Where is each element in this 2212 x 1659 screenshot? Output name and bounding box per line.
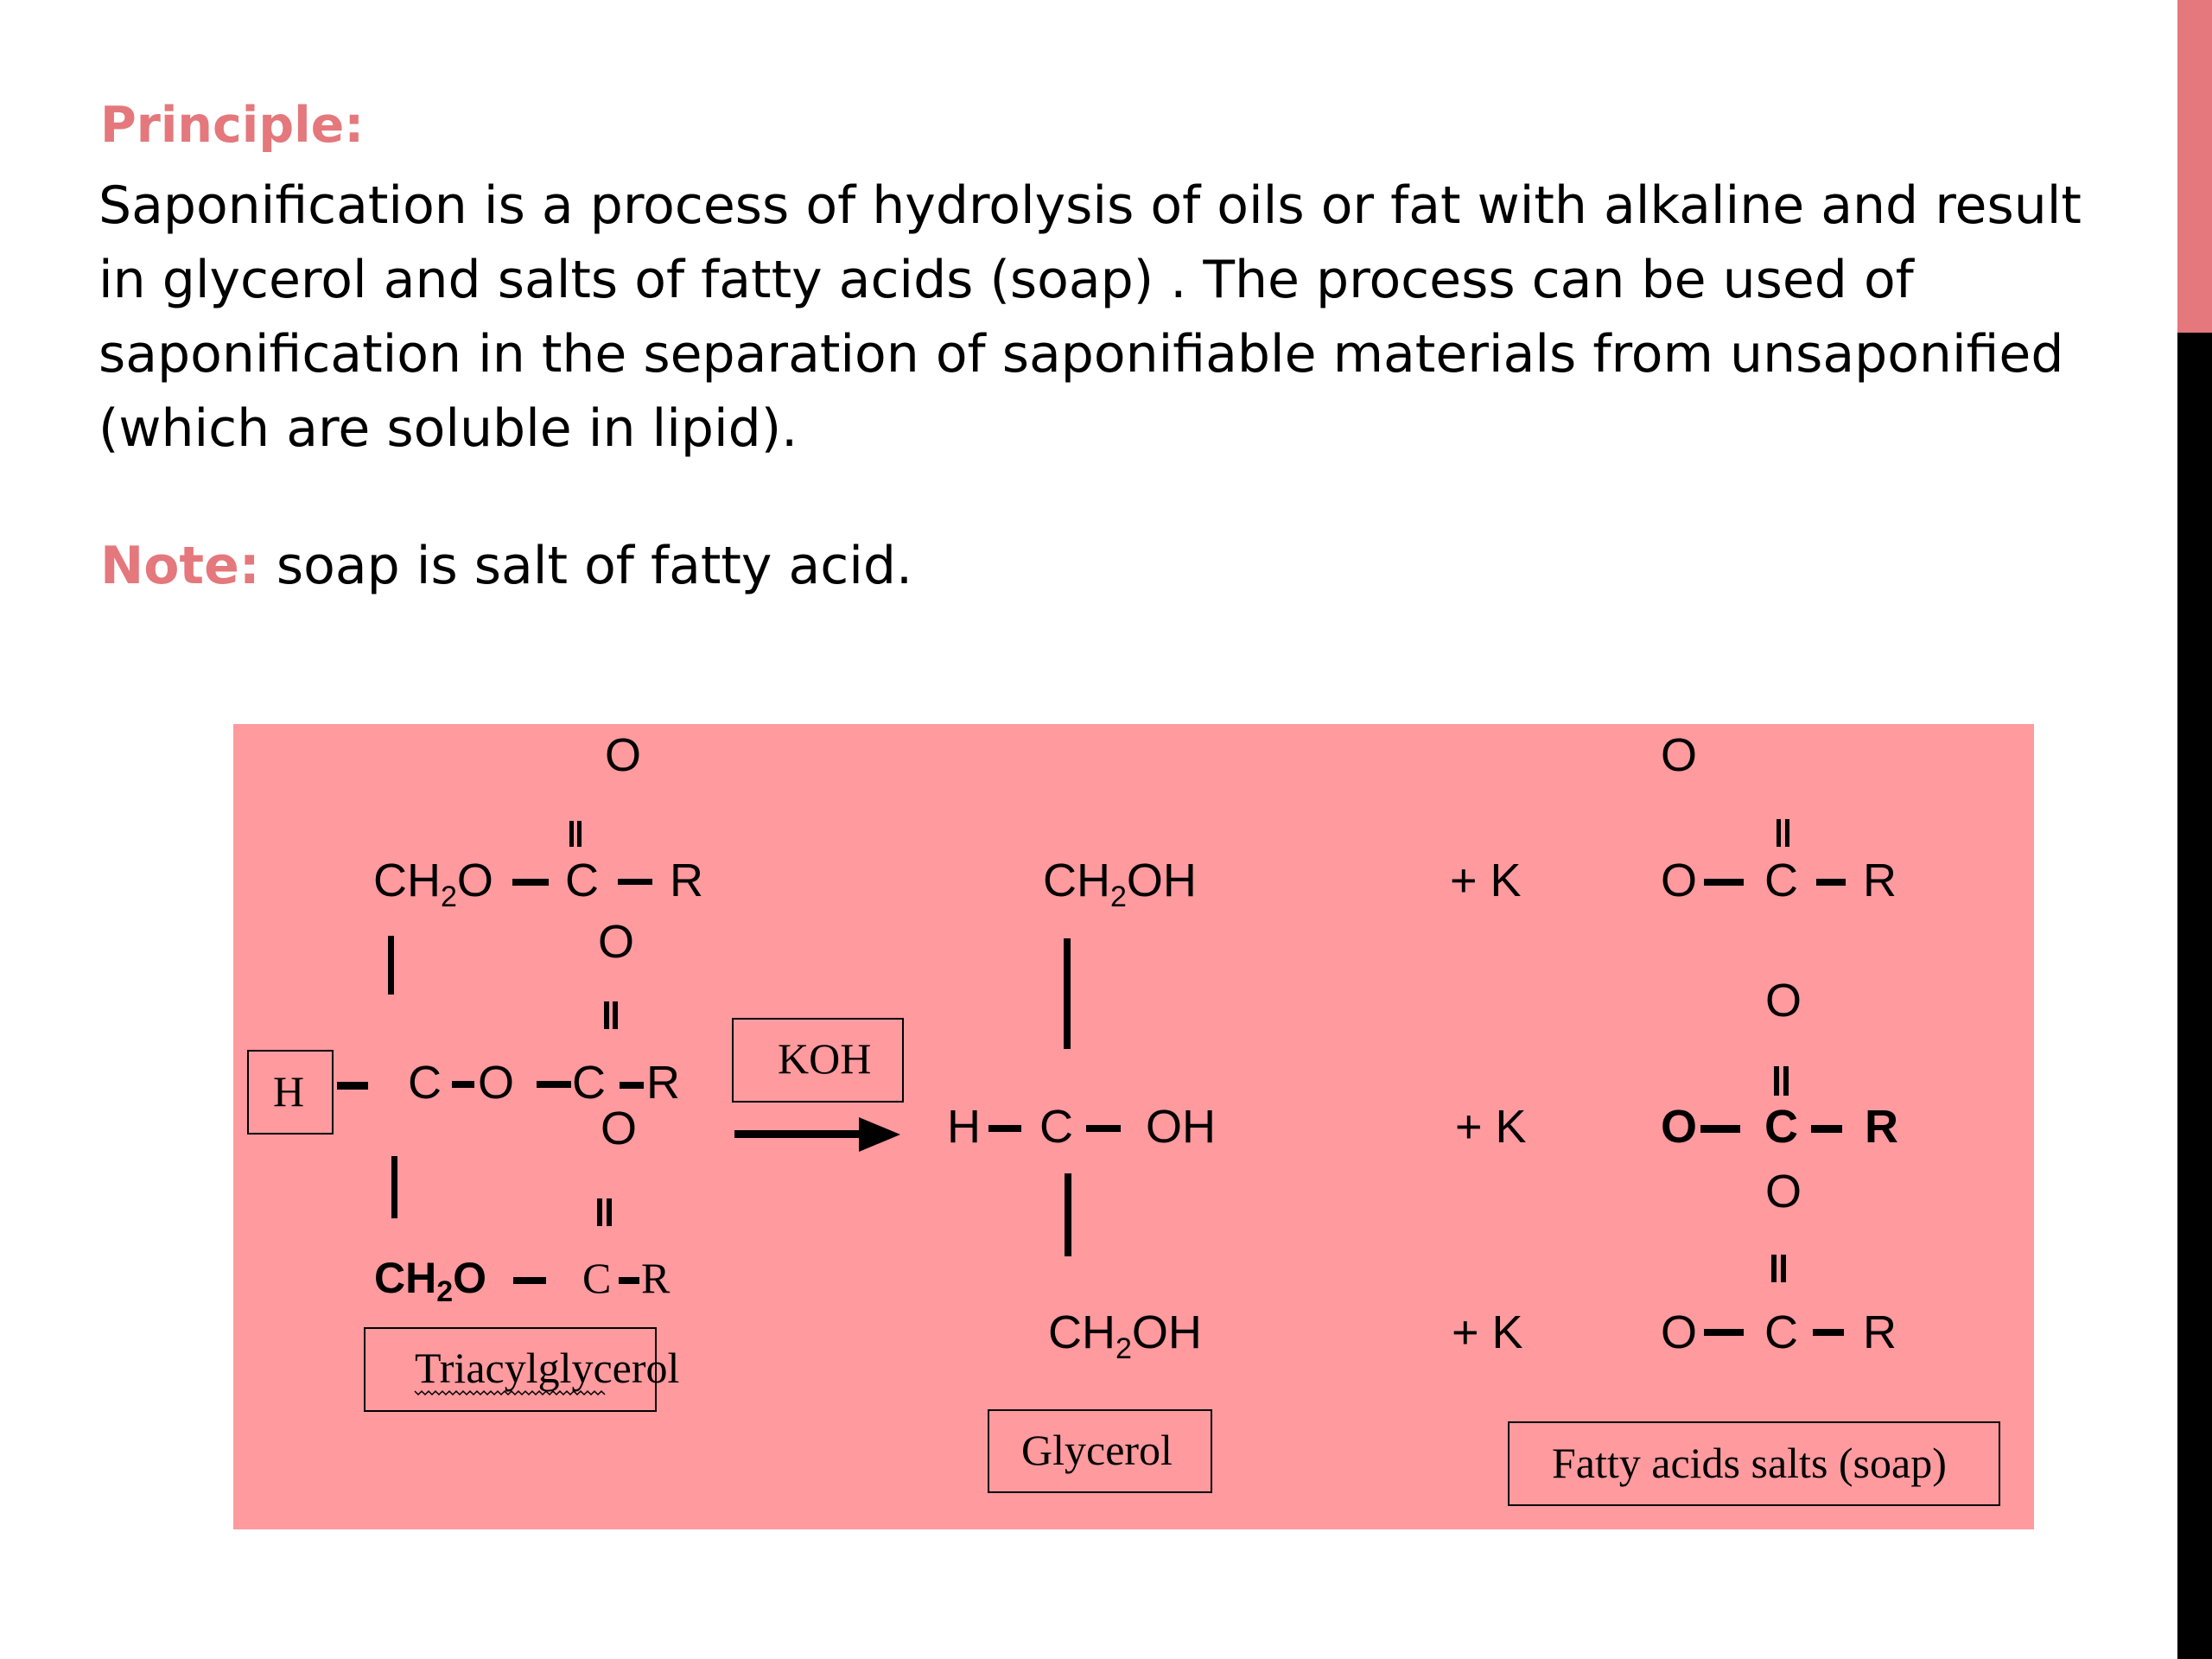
tag-bond-top-cr: [618, 879, 652, 885]
saponification-reaction-diagram: [233, 724, 2034, 1529]
soap-bond-oc-1: [1704, 879, 1744, 886]
reaction-arrow-shaft: [734, 1130, 864, 1138]
tag-o-top: O: [605, 729, 642, 781]
tag-bond-cr-mid: [620, 1082, 644, 1089]
soap-o-top-2: O: [1765, 975, 1802, 1027]
note-label: Note:: [100, 536, 260, 596]
tag-bond-h: [337, 1082, 368, 1090]
tag-ch2o-top: $CH_2O$: [373, 855, 493, 913]
soap-o-top: O: [1661, 729, 1698, 781]
soap-c-2: C: [1764, 1101, 1798, 1153]
soap-r-3: R: [1863, 1306, 1897, 1358]
soap-o-top-3: O: [1765, 1166, 1802, 1217]
soap-bond-cr-1: [1816, 879, 1846, 886]
side-bar-accent: [2177, 0, 2212, 333]
glycerol-ch2oh-top: $CH_2OH$: [1043, 855, 1197, 913]
note-line: [100, 536, 912, 596]
tag-c-mid2: C: [572, 1057, 606, 1109]
tag-c-mid: C: [408, 1057, 442, 1109]
tag-r-mid: R: [646, 1057, 680, 1109]
soap-c-1: C: [1764, 855, 1798, 906]
glycerol-vbond-lower: [1065, 1173, 1071, 1256]
soap-o-3: O: [1661, 1306, 1698, 1358]
glycerol-vbond-upper: [1064, 938, 1071, 1049]
tag-o-mid: O: [478, 1057, 515, 1109]
soap-label: Fatty acids salts (soap): [1552, 1439, 1947, 1487]
tag-vbond-upper: [388, 936, 394, 995]
tag-bond-bottom-oc: [513, 1277, 546, 1284]
soap-c-3: C: [1764, 1306, 1798, 1358]
tag-c-top: C: [565, 855, 599, 906]
tag-bond-co: [452, 1081, 474, 1088]
triacylglycerol-label: Triacylglycerol: [415, 1344, 680, 1392]
tag-r-top: R: [670, 855, 703, 906]
glycerol-c: C: [1039, 1101, 1073, 1153]
tag-vbond-lower: [391, 1156, 397, 1218]
side-bar-dark: [2177, 333, 2212, 1659]
soap-plus-k-2: + K: [1455, 1101, 1527, 1153]
tag-o-lower: O: [601, 1103, 638, 1154]
soap-bond-cr-3: [1813, 1329, 1844, 1336]
soap-bond-oc-2: [1700, 1125, 1740, 1133]
tag-bond-top-oc: [512, 879, 549, 886]
tag-c-bottom: C: [582, 1254, 612, 1302]
glycerol-h: H: [947, 1101, 981, 1153]
tag-ch2o-bottom: $CH_2O$: [374, 1254, 487, 1308]
principle-heading: Principle:: [100, 97, 365, 154]
soap-o-1: O: [1661, 855, 1698, 906]
soap-r-2: R: [1865, 1101, 1898, 1153]
soap-r-1: R: [1863, 855, 1897, 906]
tag-h: H: [273, 1067, 305, 1116]
soap-plus-k-1: + K: [1450, 855, 1522, 906]
tag-r-bottom: R: [641, 1254, 671, 1302]
glycerol-oh: OH: [1146, 1101, 1216, 1153]
soap-bond-oc-3: [1704, 1329, 1744, 1336]
soap-plus-k-3: + K: [1452, 1306, 1523, 1358]
glycerol-label: Glycerol: [1021, 1426, 1173, 1474]
tag-bond-bottom-cr: [619, 1277, 639, 1284]
reaction-svg: [233, 724, 2034, 1529]
glycerol-bond-coh: [1086, 1125, 1121, 1132]
tag-bond-oc: [537, 1081, 571, 1088]
principle-text: Saponification is a process of hydrolysis of oils or fat with alkaline and result in glycerol and salts of fatty acids (soap) . The process can be used of saponification in the separation of saponifiable materials from unsaponified (which are soluble in lipid).: [99, 175, 2082, 459]
soap-o-2: O: [1661, 1101, 1698, 1153]
glycerol-ch2oh-bottom: $CH_2OH$: [1048, 1306, 1202, 1365]
note-text: soap is salt of fatty acid.: [259, 536, 913, 596]
glycerol-bond-hc: [988, 1125, 1021, 1132]
soap-bond-cr-2: [1811, 1125, 1842, 1133]
tag-o-mid-top: O: [598, 916, 635, 968]
koh-label: KOH: [778, 1034, 872, 1083]
